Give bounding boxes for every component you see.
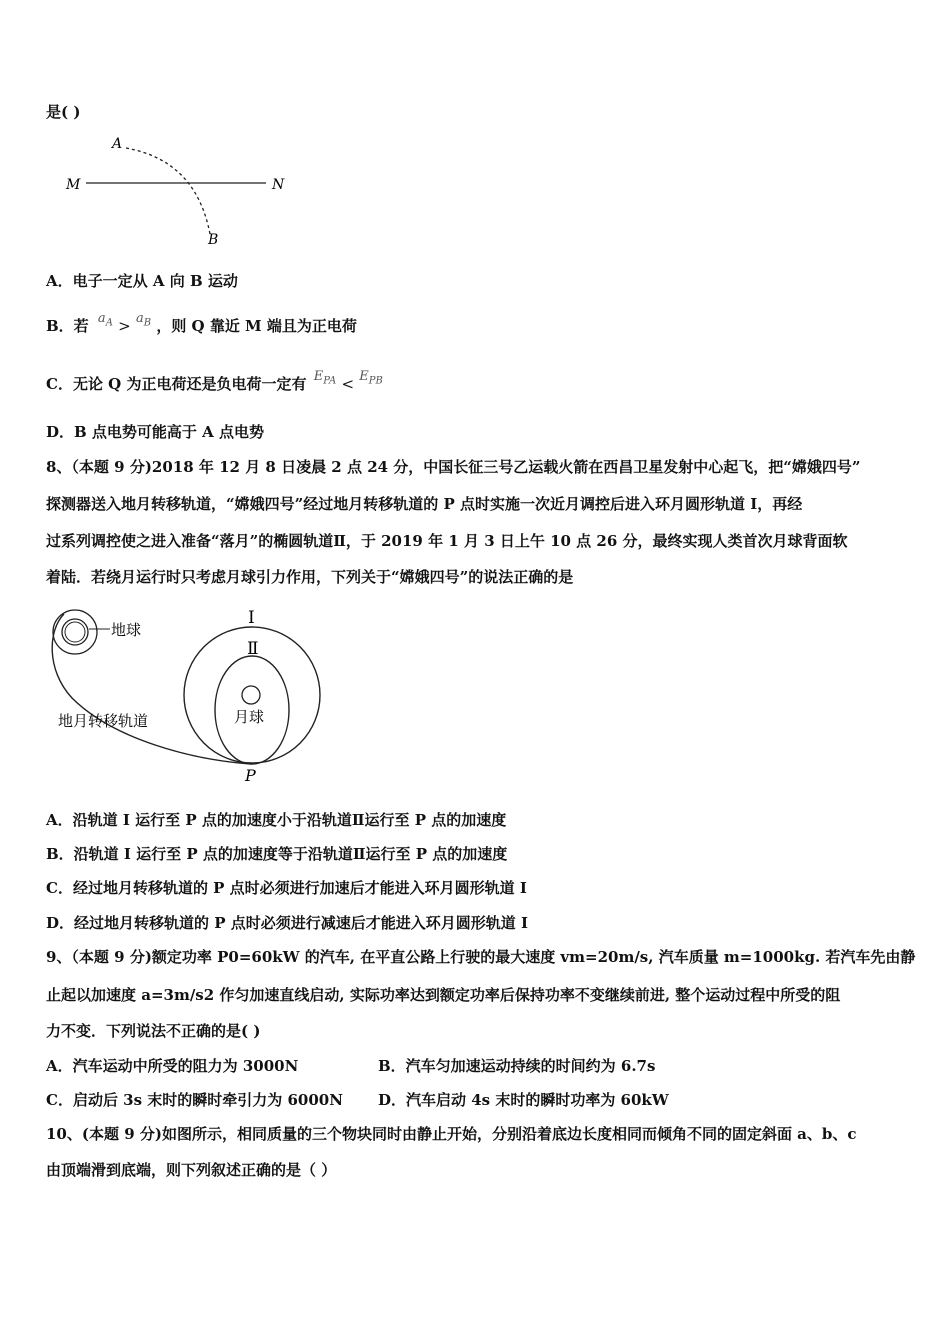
q7-option-c-prefix: C．无论 Q 为正电荷还是负电荷一定有: [46, 375, 307, 393]
q7-figure: [60, 132, 300, 250]
q7-option-d: D．B 点电势可能高于 A 点电势: [46, 423, 264, 441]
q8-line-4: 着陆．若绕月运行时只考虑月球引力作用，下列关于“嫦娥四号”的说法正确的是: [46, 568, 574, 586]
q7-b-math-left: a: [97, 311, 106, 326]
earth-orbit-outer: [53, 610, 97, 654]
q8-option-c: C．经过地月转移轨道的 P 点时必须进行加速后才能进入环月圆形轨道 I: [46, 879, 527, 897]
earth-inner: [65, 622, 85, 642]
q9-line-2: 止起以加速度 a=3m/s2 作匀加速直线启动, 实际功率达到额定功率后保持功率不变继续前进, 整个运动过程中所受的阻: [46, 986, 841, 1004]
q9-line-1: 9、（本题 9 分)额定功率 P0=60kW 的汽车, 在平直公路上行驶的最大速度 vm=20m/s, 汽车质量 m=1000kg. 若汽车先由静: [46, 948, 916, 966]
q7-b-sub-left: A: [105, 317, 113, 329]
label-m: M: [66, 177, 81, 193]
q7-b-sub-right: B: [143, 317, 152, 329]
label-n: N: [272, 177, 285, 193]
q7-option-a: A．电子一定从 A 向 B 运动: [46, 272, 238, 290]
q8-option-a: A．沿轨道 I 运行至 P 点的加速度小于沿轨道Ⅱ运行至 P 点的加速度: [46, 811, 507, 829]
q8-line-1: 8、（本题 9 分)2018 年 12 月 8 日凌晨 2 点 24 分，中国长征三号乙运载火箭在西昌卫星发射中心起飞，把“嫦娥四号”: [46, 458, 861, 476]
q7-option-c: [46, 369, 383, 401]
q8-orbit-figure: [44, 600, 334, 790]
q7-c-math-right: E: [359, 369, 369, 384]
q7-option-b-prefix: B．若: [46, 317, 89, 335]
q7-c-op: <: [341, 375, 355, 393]
q9-line-3: 力不变．下列说法不正确的是( ): [46, 1022, 261, 1040]
q7-b-math-right: a: [135, 311, 144, 326]
q8-line-2: 探测器送入地月转移轨道，“嫦娥四号”经过地月转移轨道的 P 点时实施一次近月调控后进入环月圆形轨道 I，再经: [46, 495, 803, 513]
moon-icon: [242, 686, 260, 704]
trajectory-dashed: [126, 148, 210, 234]
transfer-orbit-label: 地月转移轨道: [58, 712, 149, 730]
q7-stem-tail: 是( ): [46, 103, 81, 121]
q7-b-op: >: [118, 317, 131, 335]
q7-c-math-left: E: [313, 369, 324, 384]
orbit-1-label: I: [248, 608, 255, 628]
q10-line-2: 由顶端滑到底端，则下列叙述正确的是（ ）: [46, 1161, 337, 1179]
earth-label: 地球: [111, 621, 142, 639]
label-a: A: [112, 136, 123, 152]
q7-option-b: [46, 311, 357, 343]
q9-option-c: C．启动后 3s 末时的瞬时牵引力为 6000N: [46, 1091, 343, 1109]
q9-option-d: D．汽车启动 4s 末时的瞬时功率为 60kW: [378, 1091, 669, 1109]
point-p-label: P: [245, 766, 256, 785]
q7-c-sub-left: PA: [323, 375, 337, 387]
q7-option-b-suffix: ，则 Q 靠近 M 端且为正电荷: [156, 317, 357, 335]
moon-label: 月球: [234, 708, 265, 726]
q9-option-a: A．汽车运动中所受的阻力为 3000N: [46, 1057, 299, 1075]
q10-line-1: 10、(本题 9 分)如图所示，相同质量的三个物块同时由静止开始，分别沿着底边长度相同而倾角不同的固定斜面 a、b、c: [46, 1125, 857, 1143]
q9-option-b: B．汽车匀加速运动持续的时间约为 6.7s: [378, 1057, 656, 1075]
q8-option-d: D．经过地月转移轨道的 P 点时必须进行减速后才能进入环月圆形轨道 I: [46, 914, 528, 932]
earth-icon: [62, 619, 88, 645]
label-b: B: [208, 232, 219, 248]
q7-c-sub-right: PB: [368, 375, 383, 387]
orbit-2-label: Ⅱ: [247, 639, 259, 659]
q8-option-b: B．沿轨道 I 运行至 P 点的加速度等于沿轨道Ⅱ运行至 P 点的加速度: [46, 845, 508, 863]
q8-line-3: 过系列调控使之进入准备“落月”的椭圆轨道Ⅱ，于 2019 年 1 月 3 日上午 10 点 26 分，最终实现人类首次月球背面软: [46, 532, 848, 550]
